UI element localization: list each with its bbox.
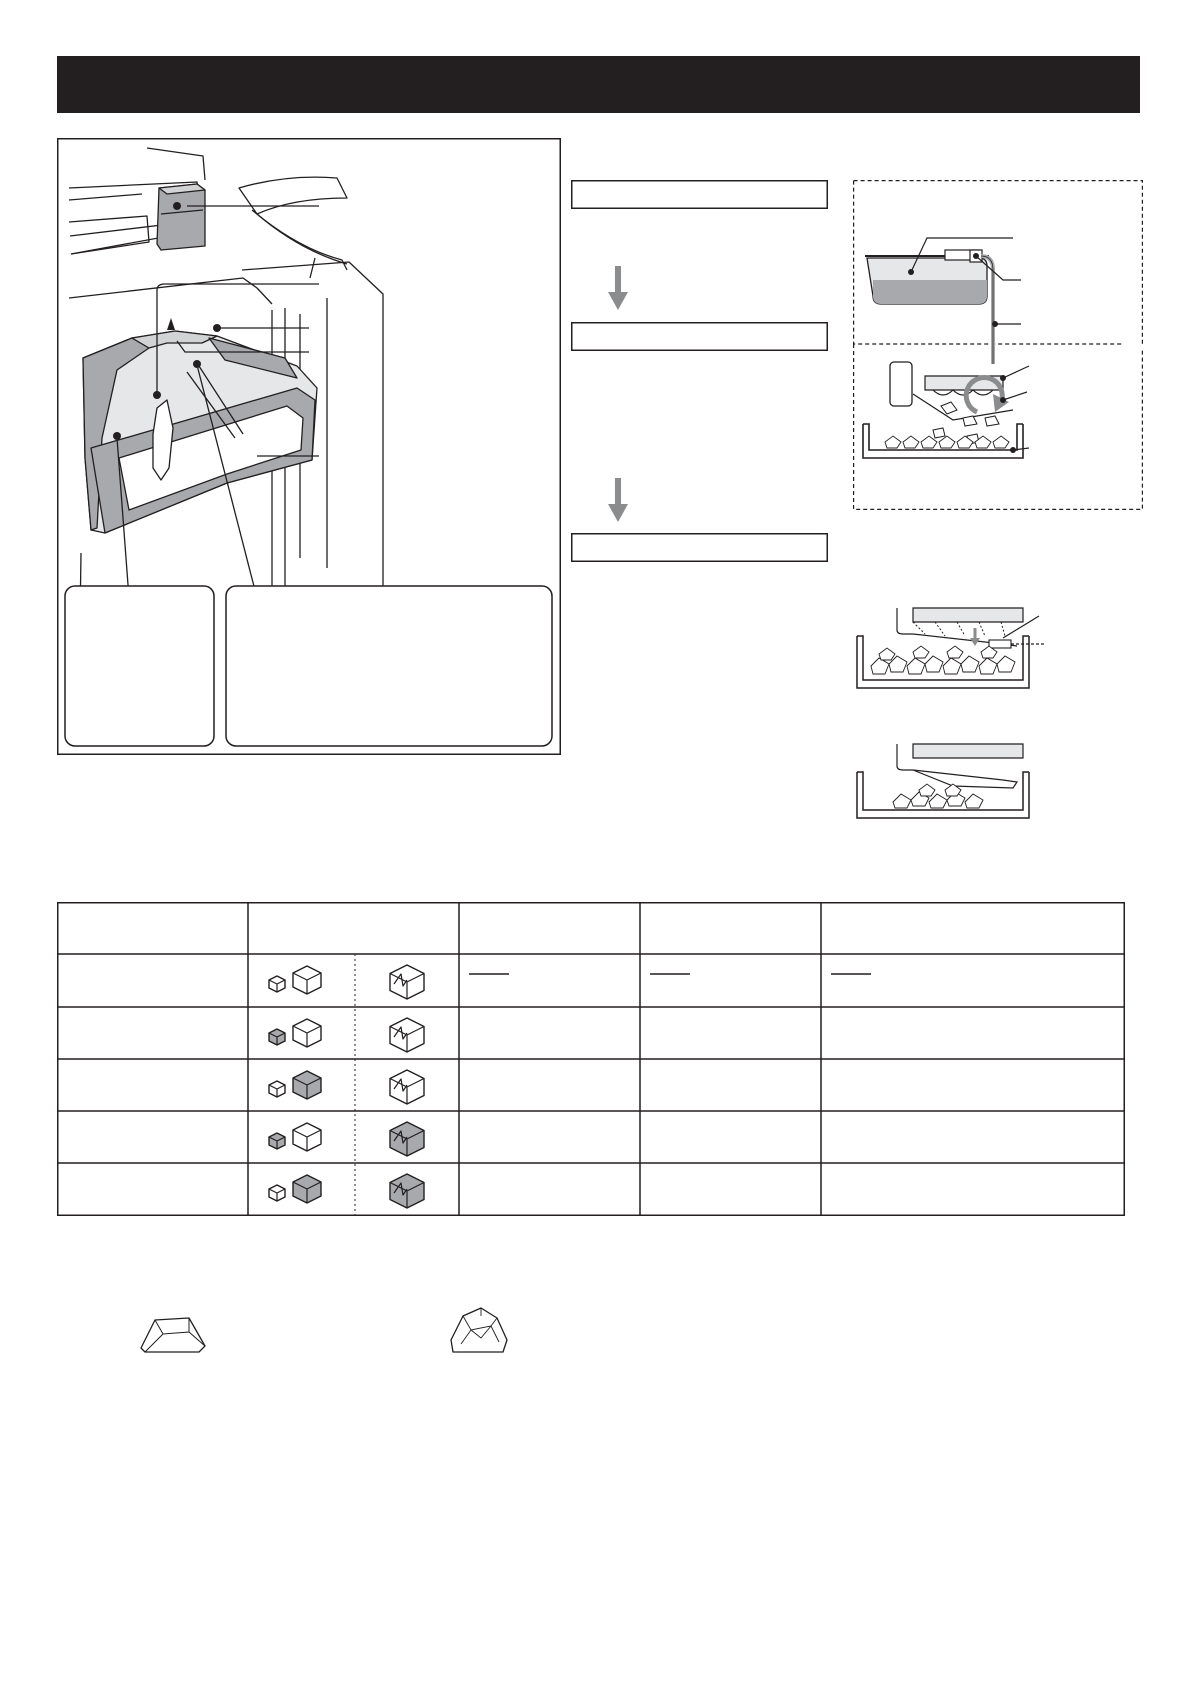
cracked-ice-cube-icon [390,1018,424,1052]
ice-condition-table [57,902,1125,1216]
large-ice-cube-icon [293,1123,321,1151]
ice-maker-mechanism-diagram [853,180,1143,510]
ice-shape-legend [130,1300,530,1360]
small-ice-cube-icon [269,1081,285,1097]
freezer-illustration-panel [57,138,561,755]
freezer-drawer-illustration [57,138,561,755]
ice-maker-unit [157,184,205,250]
small-ice-cube-icon [269,1185,285,1201]
ice-maker-mechanism [853,180,1143,510]
small-ice-cube-icon [269,1029,285,1045]
small-ice-cube-icon [269,1133,285,1149]
large-ice-cube-icon [293,1071,321,1099]
small-ice-cube-icon [269,976,285,992]
ice-bin-normal-diagram [853,742,1033,822]
cracked-ice-cube-icon [390,965,424,999]
callout-box-left [65,586,214,746]
ice-condition-table-grid [57,902,1125,1216]
callout-box-right [226,586,552,746]
large-ice-cube-icon [293,1175,321,1203]
large-ice-cube-icon [293,1019,321,1047]
section-header-bar [57,56,1140,113]
irregular-ice-cube-icon [447,1304,511,1358]
cracked-ice-cube-icon [390,1174,424,1208]
regular-ice-cube-icon [137,1308,209,1356]
ice-bin-full-diagram [853,606,1063,696]
cracked-ice-cube-icon [390,1070,424,1104]
large-ice-cube-icon [293,966,321,994]
cracked-ice-cube-icon [390,1122,424,1156]
process-flow-graphic [571,180,828,570]
ice-maker-motor [890,362,912,406]
process-steps [571,180,828,570]
